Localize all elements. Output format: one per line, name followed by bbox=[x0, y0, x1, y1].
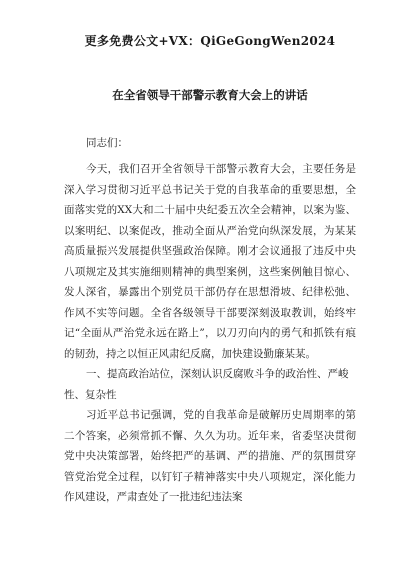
section-paragraph: 习近平总书记强调，党的自我革命是破解历史周期率的第二个答案，必须常抓不懈、久久为功。近年来，省委坚决贯彻党中央决策部署，始终把严的基调、严的措施、严的氛围贯穿管党治党全过程，以钉钉子精神落实中央八项规定，深化能力作风建设，严肃查处了一批违纪违法案 bbox=[64, 409, 356, 503]
salutation: 同志们： bbox=[86, 137, 129, 149]
header-watermark: 更多免费公文+VX：QiGeGongWen2024 bbox=[84, 34, 336, 48]
body-paragraph: 今天，我们召开全省领导干部警示教育大会，主要任务是深入学习贯彻习近平总书记关于党的自我革命的重要思想，全面落实党的XX大和二十届中央纪委五次全会精神，以案为鉴、以案明纪、以案促改，推动全面从严治党向纵深发展，为某某高质量振兴发展提供坚强政治保障。刚才会议通报了违反中央八项规定及其实施细则精神的典型案例，这些案例触目惊心、发人深省，暴露出个别党员干部仍存在思想滑坡、纪律松弛、作风不实等问题。全省各级领导干部要深刻汲取教训，始终牢记“全面从严治党永远在路上”，以刀刃向内的勇气和抓铁有痕的韧劲，持之以恒正风肃纪反腐，加快建设勤廉某某。 bbox=[64, 163, 356, 360]
document-title: 在全省领导干部警示教育大会上的讲话 bbox=[112, 88, 308, 102]
section-heading: 一、提高政治站位，深刻认识反腐败斗争的政治性、严峻性、复杂性 bbox=[64, 368, 349, 401]
